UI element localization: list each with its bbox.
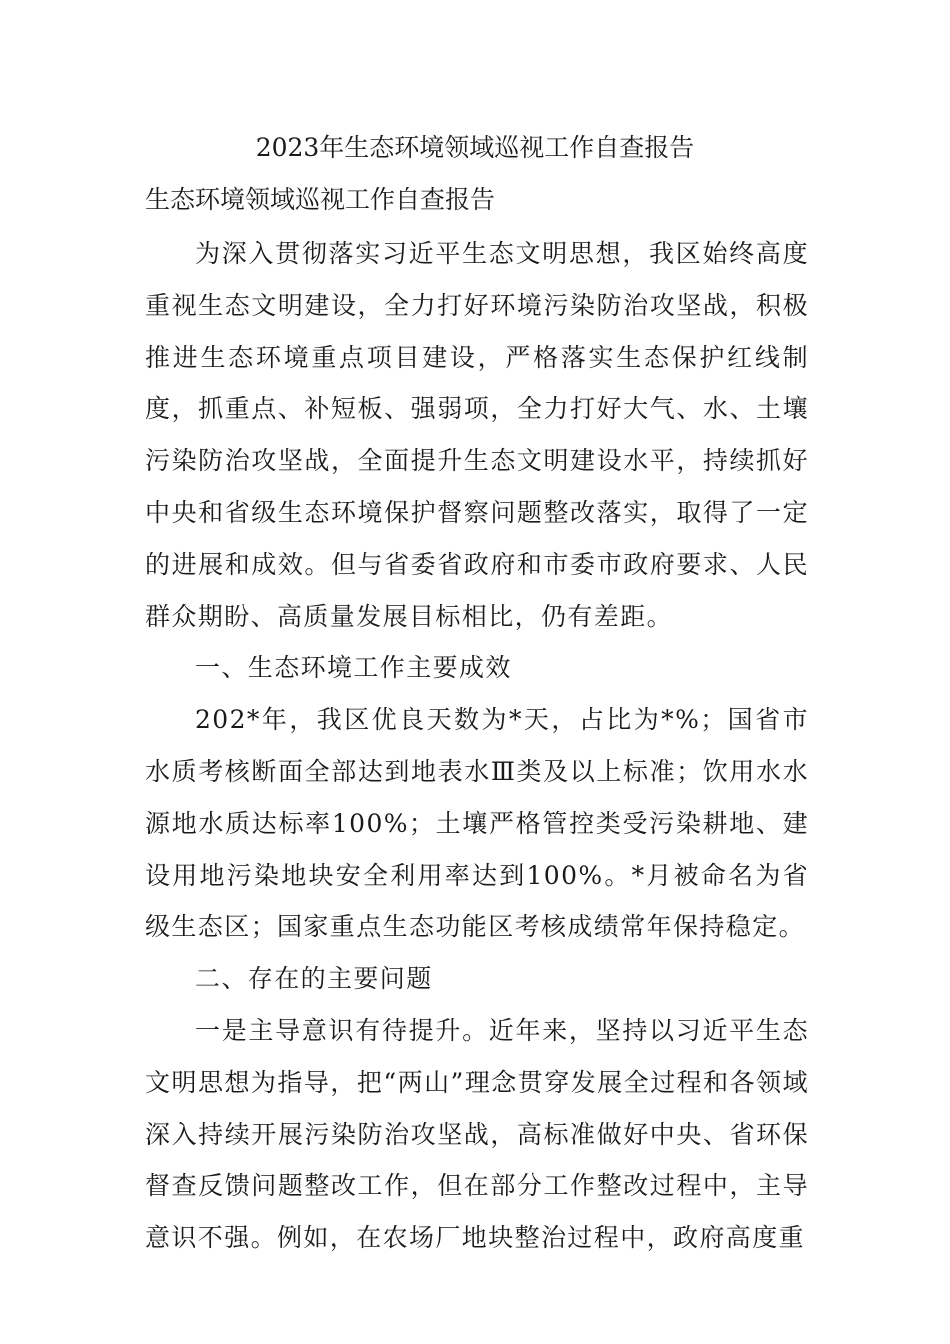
- section-heading-achievements: 一、生态环境工作主要成效: [195, 653, 512, 683]
- document-body: [145, 228, 809, 1264]
- paragraph-problem-one: 一是主导意识有待提升。近年来，坚持以习近平生态文明思想为指导，把“两山”理念贯穿发展全过程和各领域深入持续开展污染防治攻坚战，高标准做好中央、省环保督查反馈问题整改工作，但在部分工作整改过程中，主导意识不强。例如，在农场厂地块整治过程中，政府高度重: [145, 1015, 809, 1253]
- paragraph-intro: 为深入贯彻落实习近平生态文明思想，我区始终高度重视生态文明建设，全力打好环境污染防治攻坚战，积极推进生态环境重点项目建设，严格落实生态保护红线制度，抓重点、补短板、强弱项，全力打好大气、水、土壤污染防治攻坚战，全面提升生态文明建设水平，持续抓好中央和省级生态环境保护督察问题整改落实，取得了一定的进展和成效。但与省委省政府和市委市政府要求、人民群众期盼、高质量发展目标相比，仍有差距。: [145, 239, 809, 631]
- document-title: 2023年生态环境领域巡视工作自查报告: [255, 133, 695, 162]
- section-heading-problems: 二、存在的主要问题: [195, 964, 433, 994]
- paragraph-achievements: 202*年，我区优良天数为*天，占比为*%；国省市水质考核断面全部达到地表水Ⅲ类及以上标准；饮用水水源地水质达标率100%；土壤严格管控类受污染耕地、建设用地污染地块安全利用率达到100%。*月被命名为省级生态区；国家重点生态功能区考核成绩常年保持稳定。: [145, 705, 809, 942]
- document-subtitle: 生态环境领域巡视工作自查报告: [145, 185, 496, 214]
